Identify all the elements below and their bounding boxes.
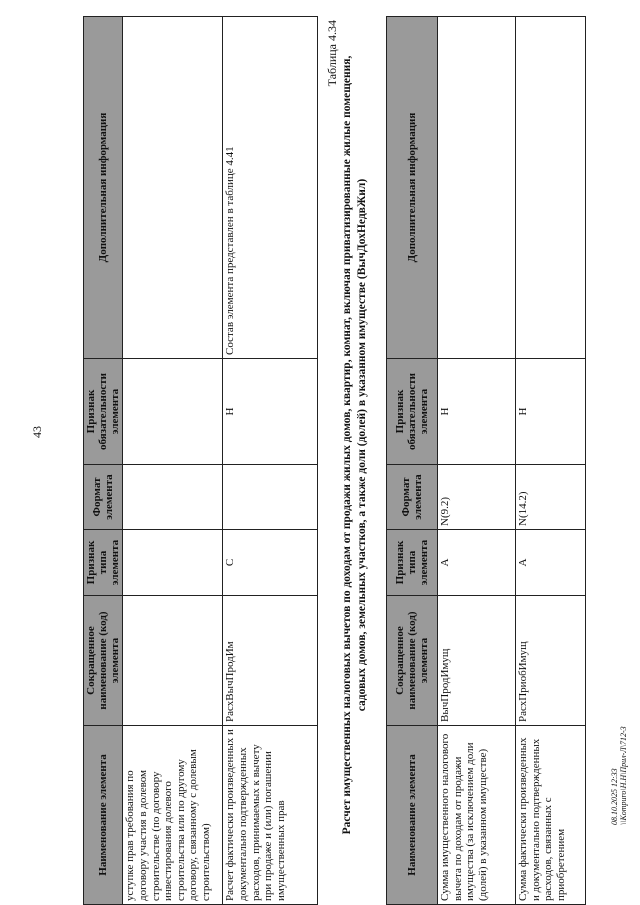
print-stamp <box>610 726 628 825</box>
element-format-cell <box>223 465 318 530</box>
table-row <box>516 17 586 905</box>
table-row <box>438 17 516 905</box>
element-type-cell: С <box>223 530 318 596</box>
header-cell: Признак типа элемента <box>84 530 123 596</box>
element-code-cell <box>123 596 223 726</box>
elements-table-continued <box>83 16 318 905</box>
page-number: 43 <box>30 426 44 438</box>
element-format-cell: N(14.2) <box>516 465 586 530</box>
header-cell: Признак обязательности элемента <box>387 359 438 465</box>
element-required-cell: Н <box>438 359 516 465</box>
table-header-row <box>84 17 123 905</box>
stamp-datetime: 08.10.2025 12:33 <box>610 768 619 825</box>
element-required-cell: Н <box>516 359 586 465</box>
element-format-cell <box>123 465 223 530</box>
element-type-cell: А <box>438 530 516 596</box>
element-type-cell: А <box>516 530 586 596</box>
stamp-file-path: \\Kompuro\Н.Н\Прил-Л\712-3 <box>619 726 629 825</box>
header-cell: Дополнительная информация <box>84 17 123 359</box>
element-code-cell: РасхВычПродИм <box>223 596 318 726</box>
element-type-cell <box>123 530 223 596</box>
table-caption-title: Расчет имущественных налоговых вычетов по доходам от продажи жилых домов, квартир, комнат, включая приватизированные жилые помещения, садовых домов, земельных участков, а также доли (долей) в указанном имуществе (ВычДохНедвЖил) <box>341 55 368 835</box>
element-name-cell: уступке прав требования по договору участия в долевом строительстве (по договору инвестирования долевого строительства или по другому договору, связанному с долевым строительством) <box>123 726 223 905</box>
header-cell: Признак типа элемента <box>387 530 438 596</box>
header-cell: Формат элемента <box>387 465 438 530</box>
table-row <box>223 17 318 905</box>
element-required-cell <box>123 359 223 465</box>
element-info-cell <box>516 17 586 359</box>
element-name-cell: Сумма фактически произведенных и документально подтвержденных расходов, связанных с приобретением <box>516 726 586 905</box>
header-cell: Формат элемента <box>84 465 123 530</box>
header-cell: Сокращенное наименование (код) элемента <box>387 596 438 726</box>
elements-table <box>386 16 586 905</box>
table-caption-label: Таблица 4.34 <box>325 20 339 87</box>
element-code-cell: ВычПродИмущ <box>438 596 516 726</box>
header-cell: Дополнительная информация <box>387 17 438 359</box>
header-cell: Сокращенное наименование (код) элемента <box>84 596 123 726</box>
table-row <box>123 17 223 905</box>
element-info-cell: Состав элемента представлен в таблице 4.41 <box>223 17 318 359</box>
element-name-cell: Расчет фактически произведенных и документально подтвержденных расходов, принимаемых к вычету при продаже и (или) погашении имущественных прав <box>223 726 318 905</box>
element-code-cell: РасхПриобИмущ <box>516 596 586 726</box>
table-header-row <box>387 17 438 905</box>
element-format-cell: N(9.2) <box>438 465 516 530</box>
element-required-cell: Н <box>223 359 318 465</box>
header-cell: Наименование элемента <box>84 726 123 905</box>
element-name-cell: Сумма имущественного налогового вычета по доходам от продажи имущества (за исключением доли (долей) в указанном имуществе) <box>438 726 516 905</box>
element-info-cell <box>438 17 516 359</box>
header-cell: Наименование элемента <box>387 726 438 905</box>
element-info-cell <box>123 17 223 359</box>
header-cell: Признак обязательности элемента <box>84 359 123 465</box>
